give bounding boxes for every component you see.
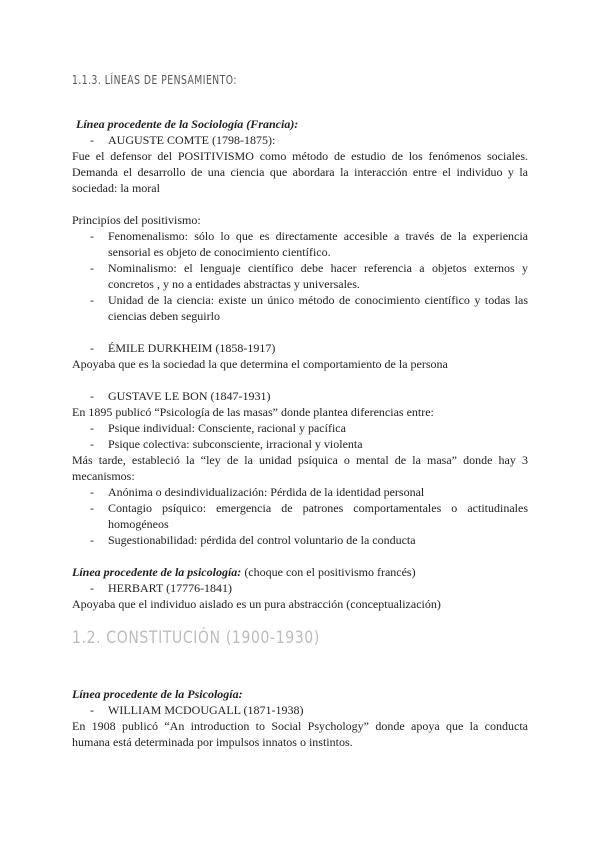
comte-desc-3: sociedad: la moral (72, 181, 160, 195)
bullet-dash: - (90, 437, 94, 451)
mcdougall-desc-1: En 1908 publicó “An introduction to Social Psychology” donde apoya que la conducta (72, 719, 528, 733)
bullet-dash: - (90, 581, 94, 595)
bullet-dash: - (90, 293, 94, 307)
psychology-line-1 (72, 564, 528, 580)
psychology-line-1-note: (choque con el positivismo francés) (241, 565, 416, 579)
principle-item: Fenomenalismo: sólo lo que es directamente accesible a través de la experiencia sensorial es objeto de conocimiento científico. (108, 229, 528, 259)
comte-desc-1: Fue el defensor del POSITIVISMO como método de estudio de los fenómenos sociales. (72, 149, 528, 163)
psyche-item: Psique colectiva: subconsciente, irracional y violenta (108, 437, 363, 451)
mcdougall-name: WILLIAM MCDOUGALL (1871-1938) (108, 703, 304, 717)
principles-title: Principios del positivismo: (72, 213, 201, 227)
bullet-dash: - (90, 421, 94, 435)
durkheim-desc: Apoyaba que es la sociedad la que determina el comportamiento de la persona (72, 357, 448, 371)
comte-name: AUGUSTE COMTE (1798-1875): (108, 133, 276, 147)
lebon-name: GUSTAVE LE BON (1847-1931) (108, 389, 271, 403)
bullet-dash: - (90, 389, 94, 403)
bullet-dash: - (90, 341, 94, 355)
psyche-item: Psique individual: Consciente, racional y pacífica (108, 421, 346, 435)
mechanism-item: Anónima o desindividualización: Pérdida de la identidad personal (108, 485, 425, 499)
bullet-dash: - (90, 533, 94, 547)
psychology-line-1-title: Línea procedente de la psicología: (72, 565, 242, 579)
mechanism-item: Contagio psíquico: emergencia de patrones comportamentales o actitudinales homogéneos (108, 501, 528, 531)
mcdougall-desc-2: humana está determinada por impulsos innatos o instintos. (72, 735, 353, 749)
durkheim-name: ÉMILE DURKHEIM (1858-1917) (108, 341, 276, 355)
bullet-dash: - (90, 261, 94, 275)
bullet-dash: - (90, 501, 94, 515)
constitution-heading: 1.2. CONSTITUCIÓN (1900-1930) (72, 628, 320, 648)
psychology-line-2-title: Línea procedente de la Psicología: (72, 687, 243, 701)
comte-desc-2: Demanda el desarrollo de una ciencia que abordara la interacción entre el individuo y la (72, 165, 528, 179)
lebon-later-2: mecanismos: (72, 469, 135, 483)
principle-item: Unidad de la ciencia: existe un único método de conocimiento científico y todas las ciencias deben seguirlo (108, 293, 528, 323)
section-heading: 1.1.3. LÍNEAS DE PENSAMIENTO: (72, 72, 237, 87)
bullet-dash: - (90, 703, 94, 717)
herbart-desc: Apoyaba que el individuo aislado es un pura abstracción (conceptualización) (72, 597, 441, 611)
bullet-dash: - (90, 133, 94, 147)
bullet-dash: - (90, 485, 94, 499)
principle-item: Nominalismo: el lenguaje científico debe hacer referencia a objetos externos y concretos , y no a entidades abstractas y universales. (108, 261, 528, 291)
lebon-intro: En 1895 publicó “Psicología de las masas” donde plantea diferencias entre: (72, 405, 434, 419)
sociology-line-title: Línea procedente de la Sociología (Francia): (76, 117, 299, 131)
mechanism-item: Sugestionabilidad: pérdida del control voluntario de la conducta (108, 533, 416, 547)
lebon-later-1: Más tarde, estableció la “ley de la unidad psíquica o mental de la masa” donde hay 3 (72, 453, 528, 467)
herbart-name: HERBART (17776-1841) (108, 581, 233, 595)
bullet-dash: - (90, 229, 94, 243)
